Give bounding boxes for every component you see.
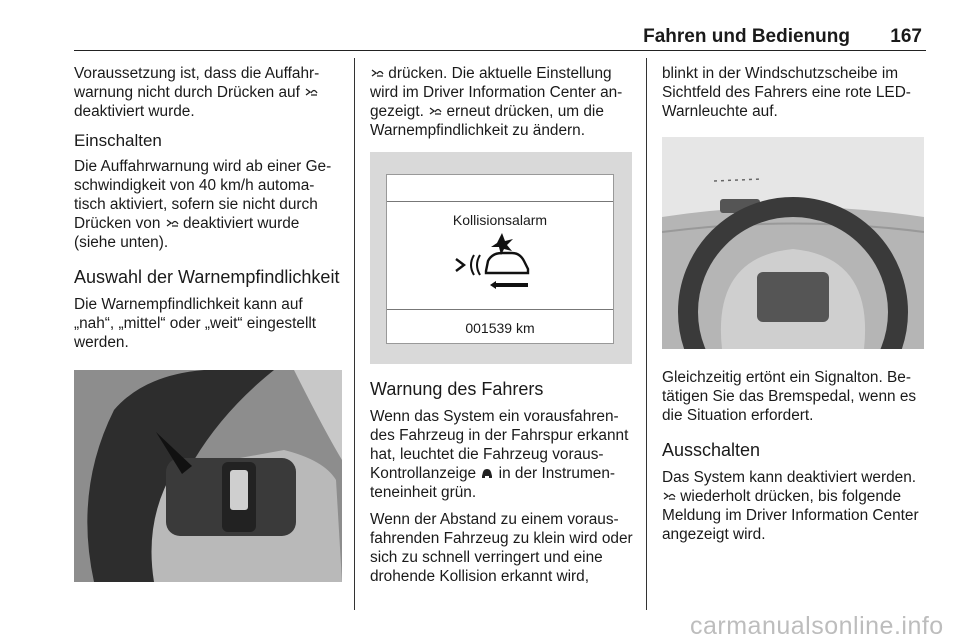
text: Voraussetzung ist, dass die Auffahr-warnung nicht durch Drücken auf — [74, 65, 320, 101]
page-number: 167 — [890, 26, 922, 47]
paragraph: blinkt in der Windschutzscheibe im Sichtfeld des Fahrers eine rote LED-Warnleuchte auf. — [662, 65, 911, 120]
heading-warnung: Warnung des Fahrers — [370, 379, 544, 399]
dic-bottom-line — [387, 309, 613, 310]
text: in der Instrumen-teneinheit grün. — [370, 465, 616, 501]
text: wiederholt drücken, bis folgende Meldung im Driver Information Center angezeigt wird. — [662, 488, 919, 543]
paragraph — [370, 407, 634, 502]
heading-auswahl: Auswahl der Warnempfindlichkeit — [74, 267, 340, 287]
dic-screen — [386, 174, 614, 344]
paragraph: Wenn der Abstand zu einem voraus-fahrenden Fahrzeug zu klein wird oder sich zu schnell verringert und eine drohende Kollision erkannt wird, — [370, 511, 633, 585]
collision-alert-icon — [304, 86, 318, 98]
text: erneut drücken, um die Warnempfindlichkeit zu ändern. — [370, 103, 604, 139]
column-1 — [74, 64, 342, 597]
watermark: carmanualsonline.info — [690, 612, 944, 640]
collision-alert-icon — [428, 105, 442, 117]
display-odometer: 001539 km — [465, 320, 535, 336]
heading-einschalten: Einschalten — [74, 131, 162, 150]
header-divider — [74, 50, 926, 51]
paragraph — [370, 64, 634, 140]
column-divider-2 — [646, 58, 647, 610]
text: Die Auffahrwarnung wird ab einer Ge-schwindigkeit von 40 km/h automa-tisch aktiviert, sofern sie nicht durch Drücken von — [74, 158, 332, 232]
paragraph — [74, 64, 342, 121]
collision-warning-symbol — [450, 231, 550, 291]
vehicle-ahead-icon — [480, 467, 494, 479]
text: deaktiviert wurde (siehe unten). — [74, 215, 300, 251]
windshield-led-image — [662, 137, 924, 349]
dic-display-figure — [370, 152, 632, 364]
display-title: Kollisionsalarm — [452, 212, 548, 228]
text: Das System kann deaktiviert werden. — [662, 469, 917, 486]
column-3 — [662, 64, 926, 552]
collision-alert-icon — [165, 217, 179, 229]
text: drücken. Die aktuelle Einstellung wird im Driver Information Center an-gezeigt. — [370, 65, 623, 120]
collision-alert-icon — [662, 490, 676, 502]
paragraph: Gleichzeitig ertönt ein Signalton. Be-tätigen Sie das Bremspedal, wenn es die Situation erfordert. — [662, 369, 917, 424]
collision-alert-icon — [370, 67, 384, 79]
heading-ausschalten: Ausschalten — [662, 440, 761, 460]
column-2 — [370, 64, 634, 594]
column-divider-1 — [354, 58, 355, 610]
paragraph — [74, 157, 342, 252]
dic-top-line — [387, 201, 613, 202]
paragraph: Die Warnempfindlichkeit kann auf „nah“, „mittel“ oder „weit“ eingestellt werden. — [74, 296, 317, 351]
text: Wenn das System ein vorausfahren-des Fahrzeug in der Fahrspur erkannt hat, leuchtet die Fahrzeug voraus-Kontrollanzeige — [370, 408, 629, 482]
paragraph — [662, 468, 926, 544]
text: deaktiviert wurde. — [74, 103, 195, 120]
section-title: Fahren und Bedienung — [643, 26, 850, 47]
steering-wheel-image — [74, 370, 342, 582]
page-header — [74, 26, 926, 48]
